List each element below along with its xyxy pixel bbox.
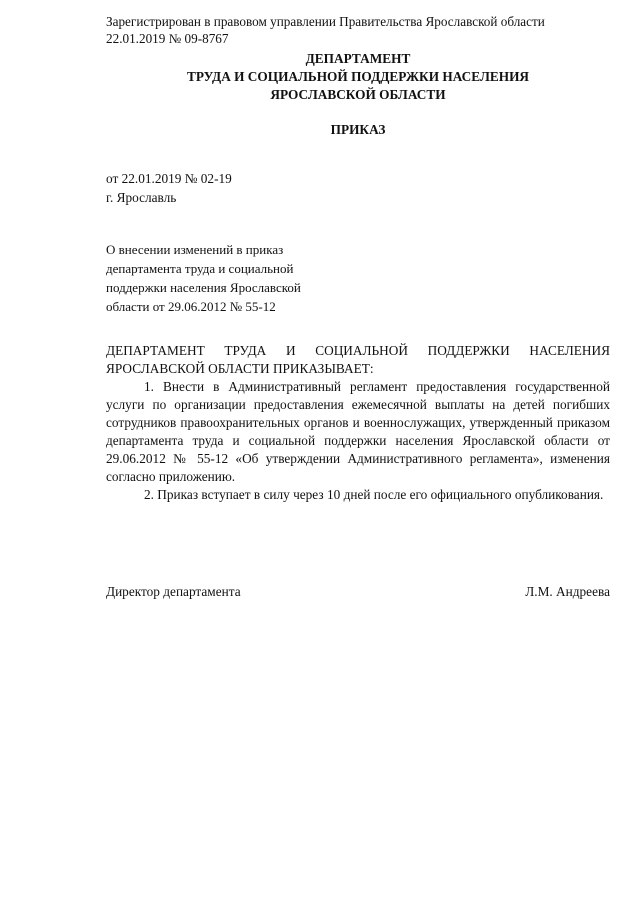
order-item-2: 2. Приказ вступает в силу через 10 дней после его официального опубликования. — [144, 487, 604, 502]
signatory-name: Л.М. Андреева — [525, 584, 610, 599]
order-date-number: от 22.01.2019 № 02-19 — [106, 171, 232, 186]
department-title: ДЕПАРТАМЕНТ — [305, 51, 411, 66]
subject-line: департамента труда и социальной — [106, 261, 294, 276]
subject-line: О внесении изменений в приказ — [106, 242, 284, 257]
signatory-position: Директор департамента — [106, 584, 241, 599]
document-type-heading: ПРИКАЗ — [330, 122, 386, 137]
order-body — [106, 342, 610, 504]
order-item-1: 1. Внести в Административный регламент предоставления государственной услуги по организации предоставления ежемесячной выплаты на детей погибших сотрудников правоохранительных органов и военнослужащих, утвержденный приказом департамента труда и социальной поддержки населения Ярославской области от 29.06.2012 № 55-12 «Об утверждении Административного регламента», изменения согласно приложению. — [106, 379, 610, 484]
order-subject — [106, 240, 346, 316]
department-region: ЯРОСЛАВСКОЙ ОБЛАСТИ — [270, 87, 446, 102]
department-name: ТРУДА И СОЦИАЛЬНОЙ ПОДДЕРЖКИ НАСЕЛЕНИЯ — [186, 69, 530, 84]
subject-line: области от 29.06.2012 № 55-12 — [106, 299, 276, 314]
registration-note: Зарегистрирован в правовом управлении Правительства Ярославской области — [106, 14, 545, 29]
registration-date-number: 22.01.2019 № 09-8767 — [106, 31, 229, 46]
order-city: г. Ярославль — [106, 190, 177, 205]
order-preamble: ДЕПАРТАМЕНТ ТРУДА И СОЦИАЛЬНОЙ ПОДДЕРЖКИ НАСЕЛЕНИЯ ЯРОСЛАВСКОЙ ОБЛАСТИ ПРИКАЗЫВАЕТ: — [106, 343, 610, 376]
subject-line: поддержки населения Ярославской — [106, 280, 301, 295]
